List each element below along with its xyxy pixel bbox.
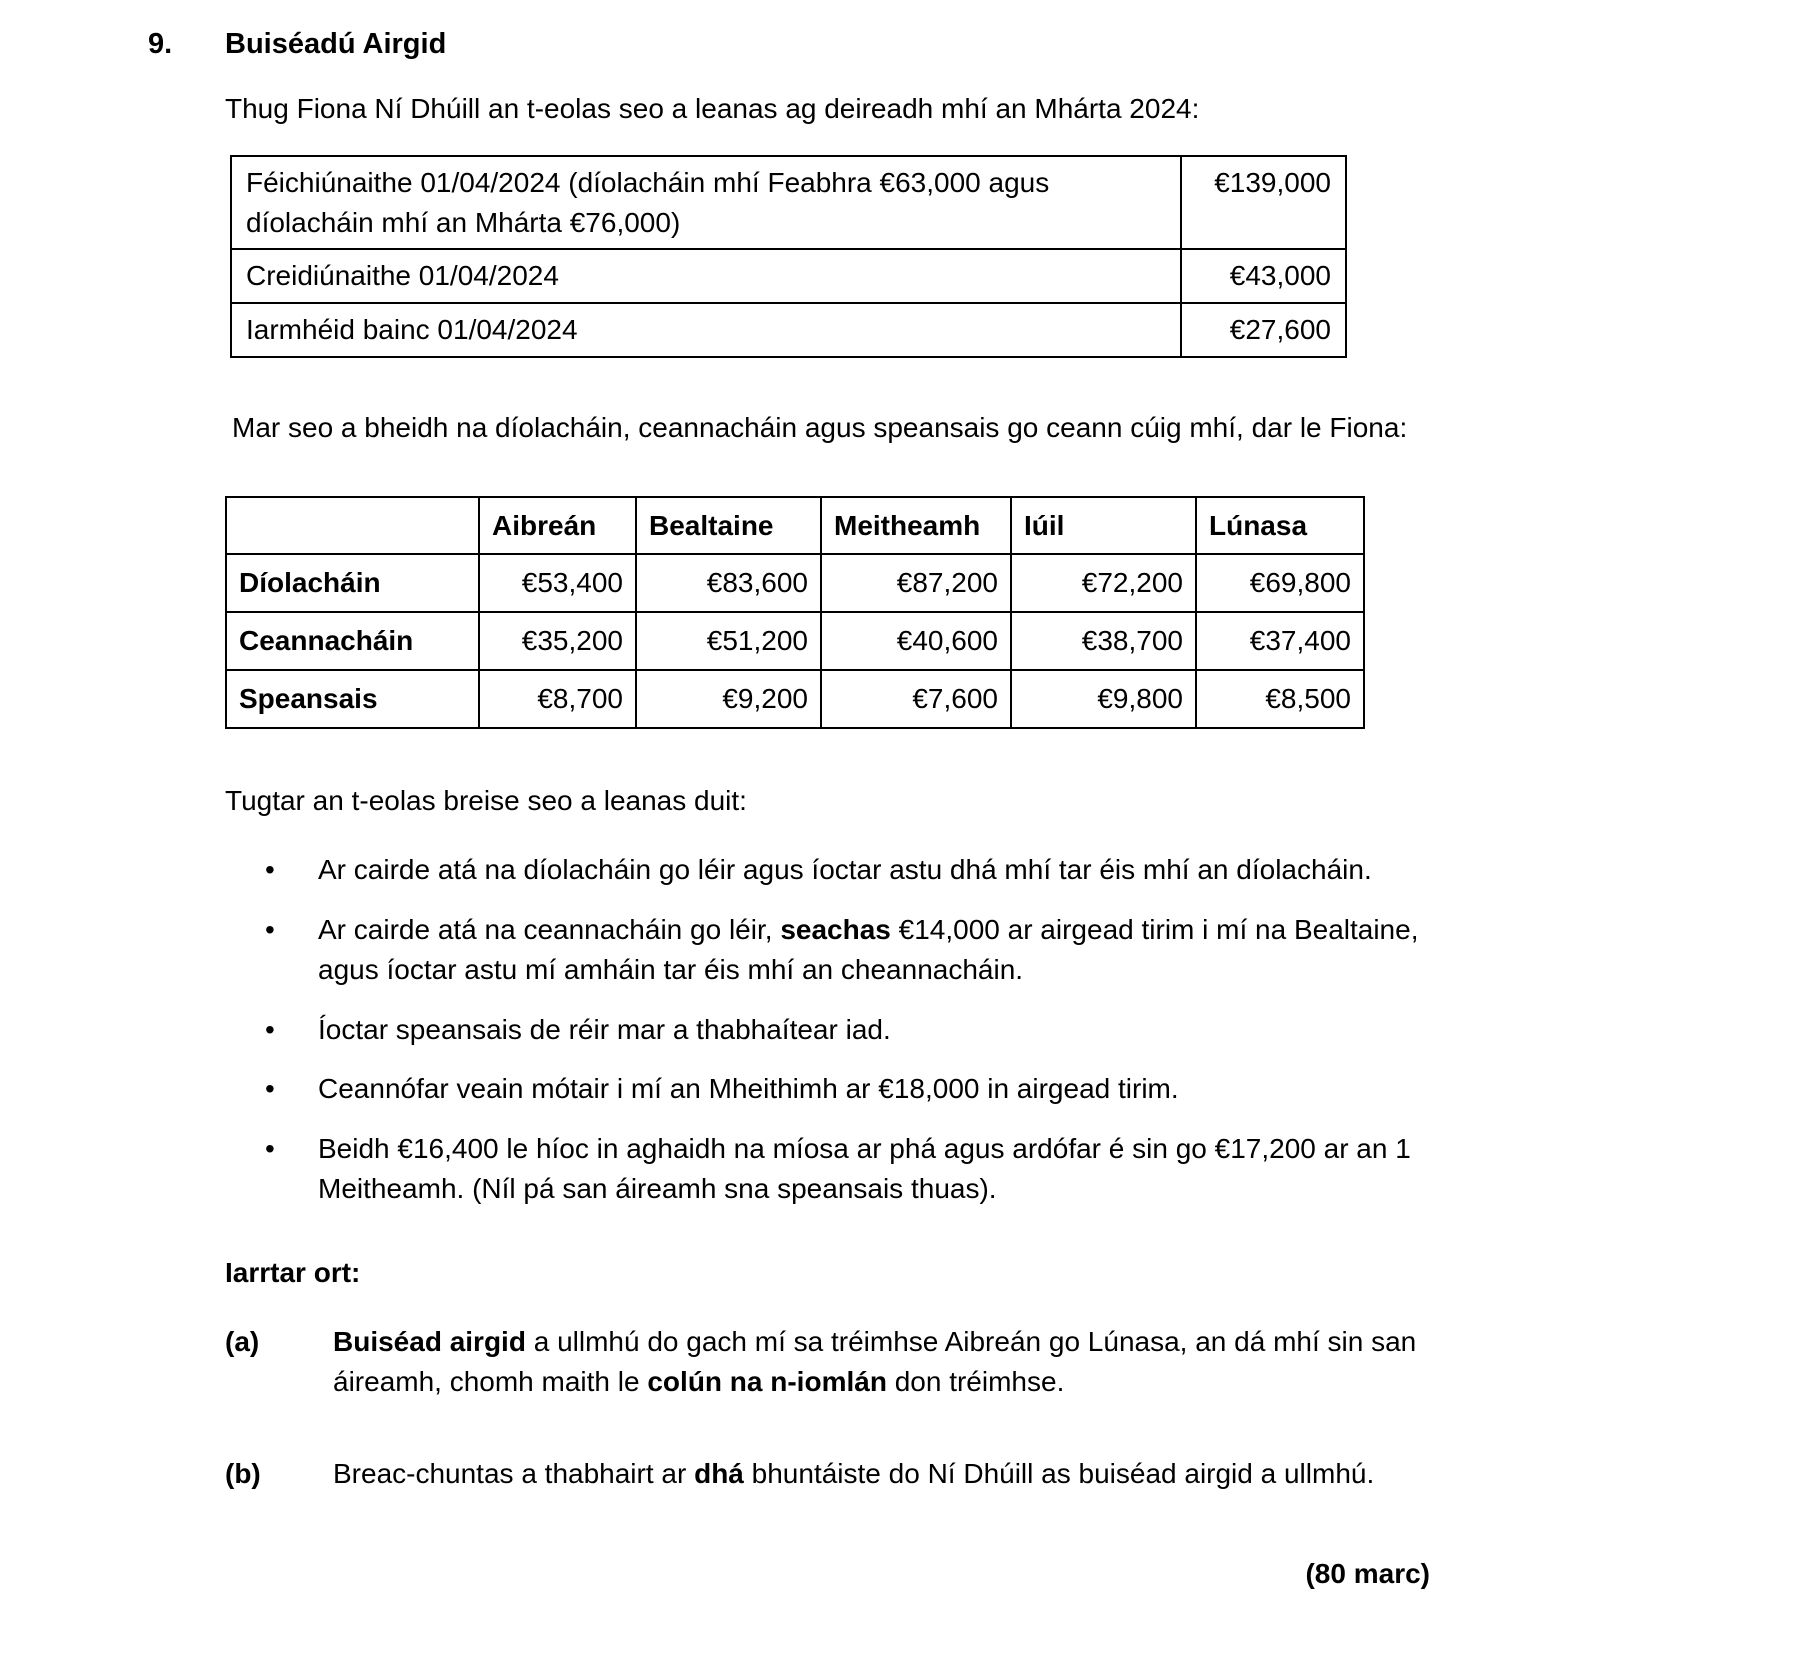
notes-intro-paragraph: Tugtar an t-eolas breise seo a leanas duit: (225, 784, 747, 816)
note-text: Ar cairde atá na ceannacháin go léir, seachas €14,000 ar airgead tirim i mí na Bealtaine, agus íoctar astu mí amháin tar éis mhí an cheannacháin. (318, 914, 1419, 985)
bullet-icon: • (265, 1073, 275, 1105)
cell-value: €40,600 (821, 612, 1011, 670)
column-header: Iúil (1011, 497, 1196, 555)
table-row (231, 303, 1346, 357)
question-title: Buiséadú Airgid (225, 28, 447, 60)
note-text: Beidh €16,400 le híoc in aghaidh na míosa ar phá agus ardófar é sin go €17,200 ar an 1 Meitheamh. (Níl pá san áireamh sna speansais thuas). (318, 1133, 1411, 1204)
page-content (148, 24, 1430, 1593)
row-header: Speansais (226, 670, 479, 728)
table-row (226, 554, 1364, 612)
bullet-icon: • (265, 854, 275, 886)
column-header: Meitheamh (821, 497, 1011, 555)
note-text: Ar cairde atá na díolacháin go léir agus íoctar astu dhá mhí tar éis mhí an díolacháin. (318, 854, 1372, 886)
note-text: Íoctar speansais de réir mar a thabhaítear iad. (318, 1013, 891, 1045)
opening-row-label: Creidiúnaithe 01/04/2024 (231, 249, 1181, 303)
row-header: Díolacháin (226, 554, 479, 612)
note-item (265, 850, 1430, 890)
column-header: Lúnasa (1196, 497, 1364, 555)
cell-value: €83,600 (636, 554, 821, 612)
note-item (265, 1129, 1430, 1209)
opening-balances-table (230, 155, 1347, 358)
task-label: (b) (225, 1457, 261, 1489)
bullet-icon: • (265, 1013, 275, 1045)
intro-paragraph: Thug Fiona Ní Dhúill an t-eolas seo a leanas ag deireadh mhí an Mhárta 2024: (225, 93, 1200, 125)
cell-value: €8,500 (1196, 670, 1364, 728)
cell-value: €53,400 (479, 554, 636, 612)
cell-value: €38,700 (1011, 612, 1196, 670)
cell-value: €9,800 (1011, 670, 1196, 728)
cell-value: €72,200 (1011, 554, 1196, 612)
cell-value: €9,200 (636, 670, 821, 728)
table-header-row (226, 497, 1364, 555)
column-header (226, 497, 479, 555)
column-header: Aibreán (479, 497, 636, 555)
bullet-icon: • (265, 1133, 275, 1165)
column-header: Bealtaine (636, 497, 821, 555)
table-row (226, 670, 1364, 728)
note-item (265, 1010, 1430, 1050)
tasks-heading: Iarrtar ort: (225, 1256, 361, 1288)
marks-label: (80 marc) (1305, 1557, 1430, 1589)
table-row (231, 156, 1346, 250)
task-item-b (225, 1454, 1430, 1494)
note-item (265, 910, 1430, 990)
opening-row-label: Iarmhéid bainc 01/04/2024 (231, 303, 1181, 357)
cell-value: €51,200 (636, 612, 821, 670)
task-item-a (225, 1322, 1430, 1402)
task-text: Breac-chuntas a thabhairt ar dhá bhuntáiste do Ní Dhúill as buiséad airgid a ullmhú. (333, 1457, 1375, 1489)
question-heading (148, 24, 1430, 65)
note-item (265, 1069, 1430, 1109)
cell-value: €69,800 (1196, 554, 1364, 612)
opening-row-value: €139,000 (1181, 156, 1346, 250)
task-label: (a) (225, 1326, 260, 1358)
opening-row-value: €27,600 (1181, 303, 1346, 357)
task-text: Buiséad airgid a ullmhú do gach mí sa tréimhse Aibreán go Lúnasa, an dá mhí sin san áireamh, chomh maith le colún na n-iomlán don tréimhse. (333, 1326, 1417, 1398)
cell-value: €37,400 (1196, 612, 1364, 670)
table-row (226, 612, 1364, 670)
opening-row-label: Féichiúnaithe 01/04/2024 (díolacháin mhí Feabhra €63,000 agus díolacháin mhí an Mhárta €76,000) (231, 156, 1181, 250)
row-header: Ceannacháin (226, 612, 479, 670)
note-text: Ceannófar veain mótair i mí an Mheithimh ar €18,000 in airgead tirim. (318, 1073, 1179, 1105)
cell-value: €8,700 (479, 670, 636, 728)
opening-row-value: €43,000 (1181, 249, 1346, 303)
forecast-intro-paragraph: Mar seo a bheidh na díolacháin, ceannacháin agus speansais go ceann cúig mhí, dar le Fiona: (232, 411, 1408, 443)
table-row (231, 249, 1346, 303)
cell-value: €87,200 (821, 554, 1011, 612)
forecast-table (225, 496, 1365, 729)
question-number: 9. (148, 28, 173, 60)
cell-value: €7,600 (821, 670, 1011, 728)
notes-list (148, 850, 1430, 1208)
bullet-icon: • (265, 914, 275, 946)
cell-value: €35,200 (479, 612, 636, 670)
